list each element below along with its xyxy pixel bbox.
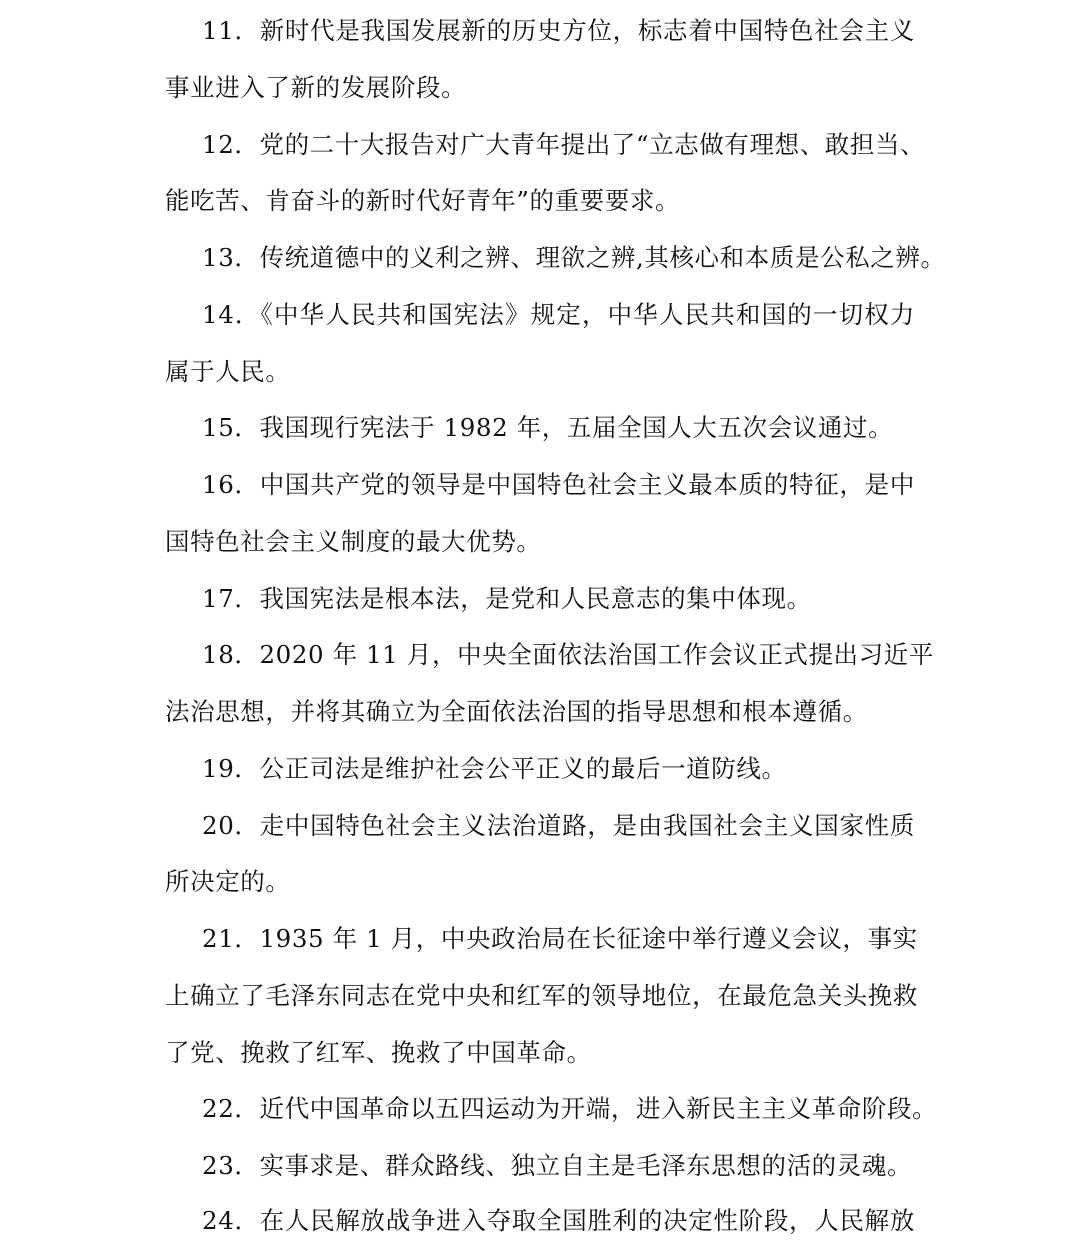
text-line: 14．《中华人民共和国宪法》规定，中华人民共和国的一切权力 [202,300,915,329]
text-line: 属于人民。 [165,357,291,386]
text-line: 15．我国现行宪法于 1982 年，五届全国人大五次会议通过。 [202,413,894,442]
text-line: 能吃苦、肯奋斗的新时代好青年”的重要要求。 [165,186,681,215]
text-line: 国特色社会主义制度的最大优势。 [165,527,542,556]
text-line: 所决定的。 [165,867,291,896]
text-line: 了党、挽救了红军、挽救了中国革命。 [165,1038,592,1067]
text-line: 事业进入了新的发展阶段。 [165,73,467,102]
text-line: 17．我国宪法是根本法，是党和人民意志的集中体现。 [202,584,812,613]
text-line: 法治思想，并将其确立为全面依法治国的指导思想和根本遵循。 [165,697,868,726]
text-line: 22．近代中国革命以五四运动为开端，进入新民主主义革命阶段。 [202,1094,938,1123]
text-line: 21．1935 年 1 月，中央政治局在长征途中举行遵义会议，事实 [202,924,918,953]
text-line: 23．实事求是、群众路线、独立自主是毛泽东思想的活的灵魂。 [202,1151,913,1180]
text-line: 16．中国共产党的领导是中国特色社会主义最本质的特征，是中 [202,470,915,499]
text-line: 19．公正司法是维护社会公平正义的最后一道防线。 [202,754,787,783]
text-line: 20．走中国特色社会主义法治道路，是由我国社会主义国家性质 [202,811,915,840]
text-line: 13．传统道德中的义利之辨、理欲之辨,其核心和本质是公私之辨。 [202,243,946,272]
text-line: 18．2020 年 11 月，中央全面依法治国工作会议正式提出习近平 [202,640,934,669]
text-line: 11．新时代是我国发展新的历史方位，标志着中国特色社会主义 [202,16,915,45]
text-line: 24．在人民解放战争进入夺取全国胜利的决定性阶段，人民解放 [202,1206,915,1235]
text-line: 上确立了毛泽东同志在党中央和红军的领导地位，在最危急关头挽救 [165,981,918,1010]
text-line: 12．党的二十大报告对广大青年提出了“立志做有理想、敢担当、 [202,130,926,159]
